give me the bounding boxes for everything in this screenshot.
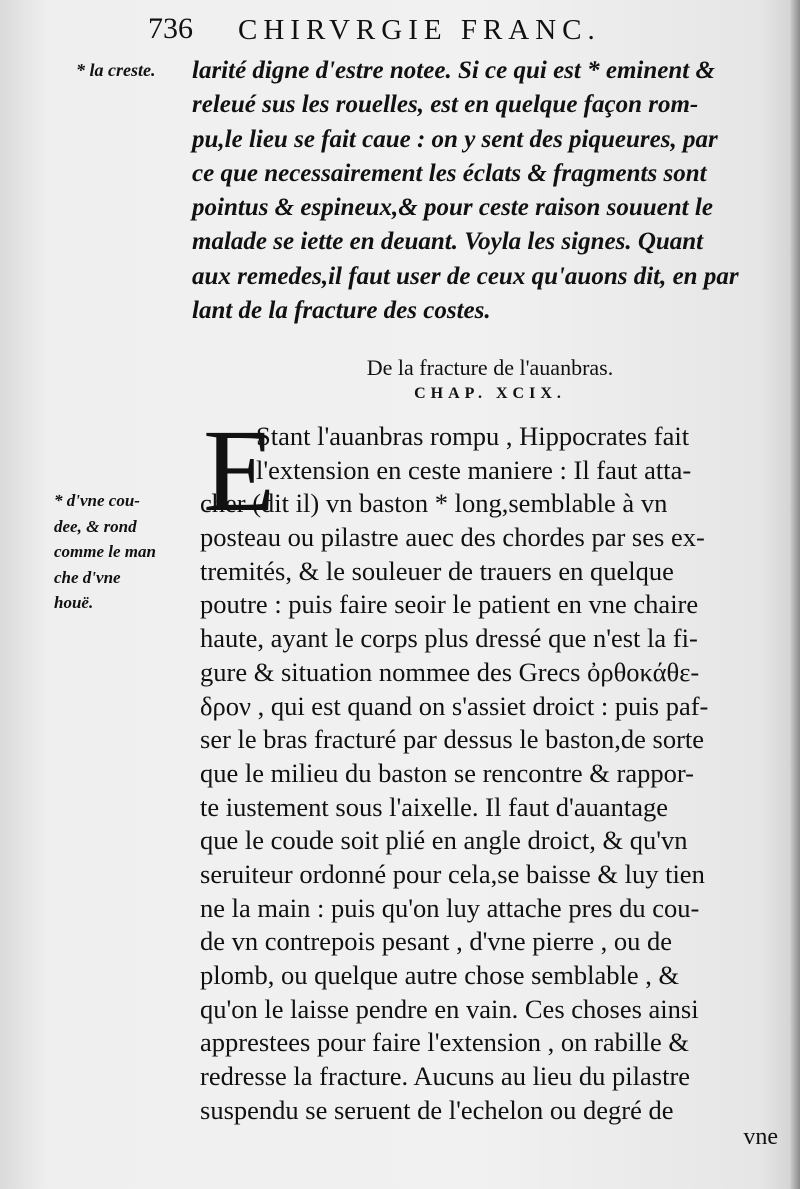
margin-note-top: * la creste. [76,60,156,80]
text-line: seruiteur ordonné pour cela,se baisse & luy tien [200,858,705,889]
text-line: larité digne d'estre notee. Si ce qui est * eminent & [192,57,715,84]
text-line: δρον , qui est quand on s'assiet droict : puis paf- [200,690,709,721]
text-line: ser le bras fracturé par dessus le baston,de sorte [200,724,705,755]
text-line: ce que necessairement les éclats & fragments sont [192,159,707,187]
text-line: te iustement sous l'aixelle. Il faut d'auantage [200,791,668,822]
margin-note-side [54,488,190,616]
margin-note-line: * d'vne cou- [54,491,140,510]
chapter-number: CHAP. XCIX. [414,385,566,402]
text-line: que le coude soit plié en angle droict, & qu'vn [200,825,688,856]
margin-note-line: comme le man [54,542,156,561]
text-line: pointus & espineux,& pour ceste raison souuent le [192,194,713,222]
chapter-title: De la fracture de l'auanbras. [366,355,614,380]
text-line: que le milieu du baston se rencontre & rappor- [200,757,694,788]
text-line: pu,le lieu se fait caue : on y sent des piqueures, par [192,125,718,153]
text-line: aux remedes,il faut user de ceux qu'auons dit, en par [192,262,739,290]
margin-note-line: dee, & rond [54,516,137,536]
text-line: ne la main : puis qu'on luy attache pres du cou- [200,892,700,923]
text-line: apprestees pour faire l'extension , on rabille & [200,1027,689,1058]
margin-note-line: che d'vne [54,567,121,587]
page-number: 736 [148,12,193,45]
text-line: redresse la fracture. Aucuns au lieu du pilastre [200,1061,691,1092]
text-line: Stant l'auanbras rompu , Hippocrates fait [256,421,690,451]
text-line: haute, ayant le corps plus dressé que n'est la fi- [200,623,698,654]
text-line: gure & situation nommee des Grecs ὀρθοκάθε- [200,656,700,687]
text-line: lant de la fracture des costes. [192,297,491,325]
drop-cap: E [203,405,276,536]
body-paragraph [200,420,782,1127]
top-paragraph [192,54,777,328]
page-edge-shadow [790,0,800,1189]
text-line: posteau ou pilastre auec des chordes par ses ex- [200,522,705,553]
running-head: CHIRVRGIE FRANC. [238,14,601,46]
margin-note-line: houë. [54,593,94,612]
text-line: suspendu se seruent de l'echelon ou degré de [200,1094,674,1125]
catchword: vne [743,1124,778,1150]
text-line: tremités, & le souleuer de trauers en quelque [200,555,674,586]
text-line: malade se iette en deuant. Voyla les signes. Quant [192,228,704,256]
text-line: releué sus les rouelles, est en quelque façon rom- [192,91,699,119]
text-line: qu'on le laisse pendre en vain. Ces choses ainsi [200,993,699,1024]
text-line: plomb, ou quelque autre chose semblable , & [200,960,680,990]
text-line: poutre : puis faire seoir le patient en vne chaire [200,589,699,620]
page-header [148,12,708,52]
text-line: de vn contrepois pesant , d'vne pierre , ou de [200,926,673,957]
text-line: cher (dit il) vn baston * long,semblable à vn [200,488,668,519]
text-line: l'extension en ceste maniere : Il faut atta- [256,454,692,485]
